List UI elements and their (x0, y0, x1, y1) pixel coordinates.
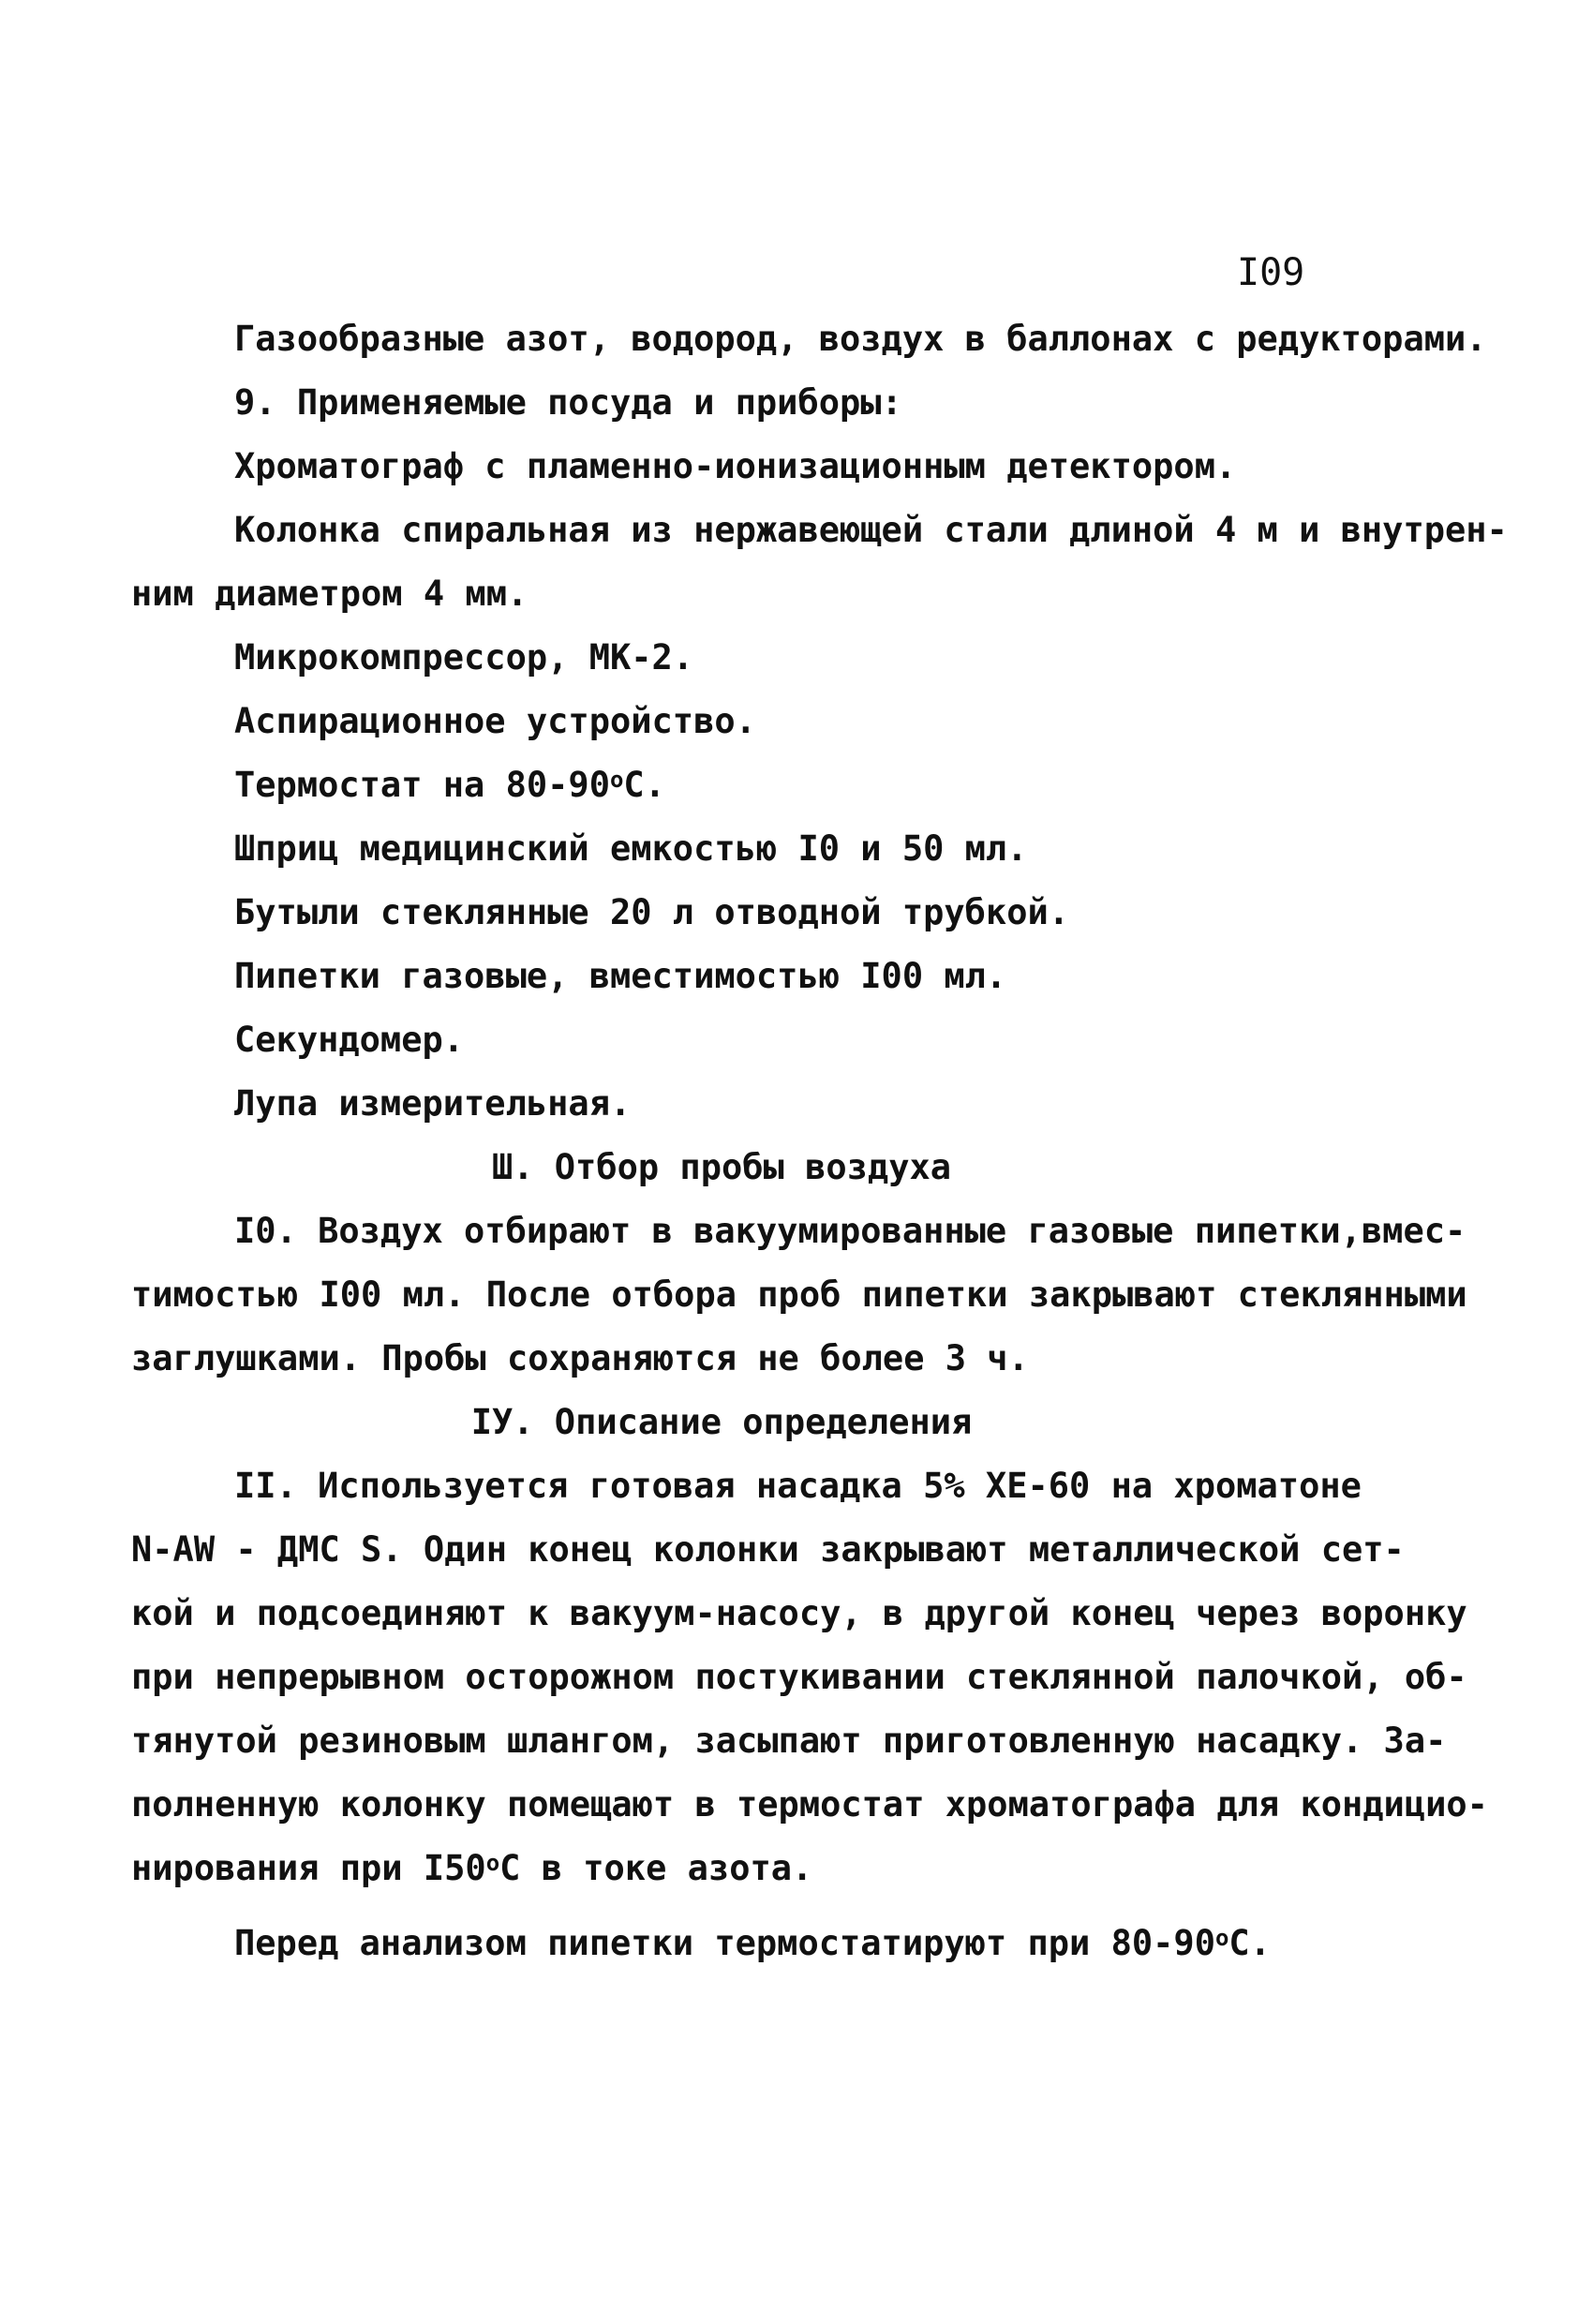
degree-sign: o (485, 1850, 500, 1876)
para-11-line-1: II. Используется готовая насадка 5% ХЕ-60 на хроматоне (234, 1466, 1362, 1506)
para-11-line-3: кой и подсоединяют к вакуум-насосу, в другой конец через воронку (131, 1593, 1467, 1633)
section-3-heading: Ш. Отбор пробы воздуха (491, 1147, 952, 1187)
section-4-heading: IУ. Описание определения (470, 1402, 973, 1442)
line-bottles: Бутыли стеклянные 20 л отводной трубкой. (234, 892, 1070, 932)
line-microcompressor: Микрокомпрессор, МК-2. (234, 637, 694, 678)
para-10-line-1: I0. Воздух отбирают в вакуумированные газовые пипетки,вмес- (234, 1211, 1466, 1251)
line-pipettes: Пипетки газовые, вместимостью I00 мл. (234, 956, 1007, 996)
line-gases: Газообразные азот, водород, воздух в баллонах с редукторами. (234, 319, 1487, 359)
para-11-line-6: полненную колонку помещают в термостат хроматографа для кондицио- (131, 1784, 1488, 1825)
degree-sign: o (609, 767, 624, 793)
degree-sign: o (1214, 1925, 1229, 1951)
para-11-line-7-end: С в токе азота. (499, 1848, 813, 1888)
line-column: Колонка спиральная из нержавеющей стали длиной 4 м и внутрен- (234, 510, 1508, 550)
line-thermostat (234, 765, 665, 806)
line-aspiration: Аспирационное устройство. (234, 701, 756, 741)
section-9-heading: 9. Применяемые посуда и приборы: (234, 382, 902, 423)
para-11-line-2: N-AW - ДМС S. Один конец колонки закрывают металлической сет- (131, 1529, 1405, 1570)
para-before-analysis (234, 1923, 1271, 1964)
line-stopwatch: Секундомер. (234, 1020, 465, 1060)
line-chromatograph: Хроматограф с пламенно-ионизационным детектором. (234, 446, 1237, 486)
para-11-line-4: при непрерывном осторожном постукивании стеклянной палочкой, об- (131, 1657, 1467, 1697)
line-magnifier: Лупа измерительная. (234, 1083, 632, 1124)
para-10-line-2: тимостью I00 мл. После отбора проб пипетки закрывают стеклянными (131, 1274, 1467, 1315)
line-thermostat-text: Термостат на 80-90 (234, 765, 610, 805)
para-11-line-5: тянутой резиновым шлангом, засыпают приготовленную насадку. За- (131, 1721, 1447, 1761)
para-11-line-7-text: нирования при I50 (131, 1848, 486, 1888)
para-before-analysis-text: Перед анализом пипетки термостатируют при 80-90 (234, 1923, 1215, 1963)
page-number: I09 (1237, 251, 1305, 294)
line-column-cont: ним диаметром 4 мм. (131, 574, 529, 614)
para-10-line-3: заглушками. Пробы сохраняются не более 3 ч. (131, 1338, 1029, 1378)
para-before-analysis-end: С. (1228, 1923, 1271, 1963)
para-11-line-7 (131, 1848, 812, 1889)
line-thermostat-unit: С. (623, 765, 665, 805)
line-syringe: Шприц медицинский емкостью I0 и 50 мл. (234, 828, 1028, 869)
